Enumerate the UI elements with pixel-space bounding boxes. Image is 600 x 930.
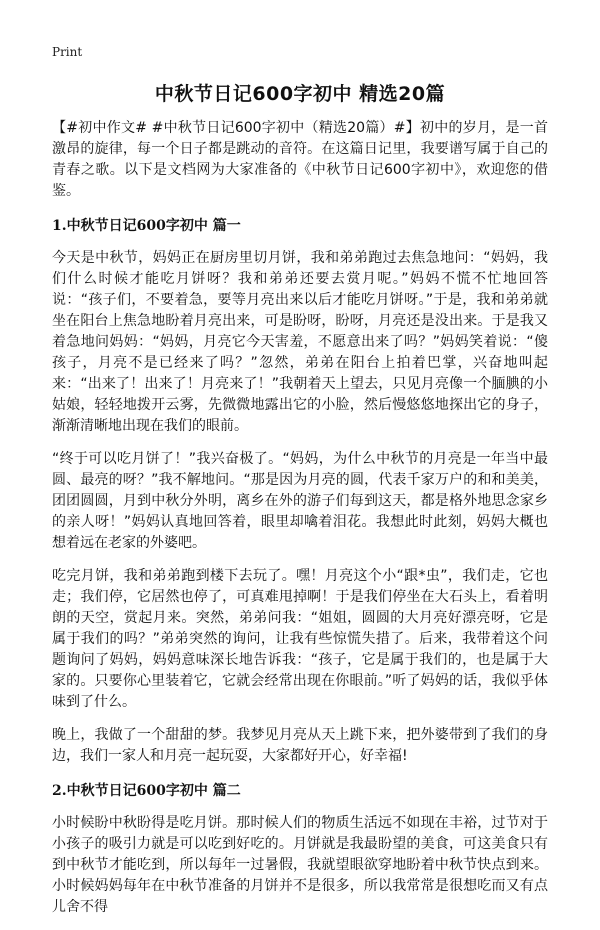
print-label: Print — [52, 45, 83, 59]
document-body — [52, 118, 548, 930]
section-heading-1: 1.中秋节日记600字初中 篇一 — [52, 218, 241, 234]
section-heading-2: 2.中秋节日记600字初中 篇二 — [52, 783, 241, 799]
section-1-paragraph-1: 今天是中秋节，妈妈正在厨房里切月饼，我和弟弟跑过去焦急地问：“妈妈，我们什么时候才能吃月饼呀？我和弟弟还要去赏月呢。”妈妈不慌不忙地回答说：“孩子们，不要着急，要等月亮出来以后才能吃月饼呀。”于是，我和弟弟就坐在阳台上焦急地盼着月亮出来，可是盼呀，盼呀，月亮还是没出来。于是我又着急地问妈妈：“妈妈，月亮它今天害羞，不愿意出来了吗？”妈妈笑着说：“傻孩子，月亮不是已经来了吗？”忽然，弟弟在阳台上拍着巴掌，兴奋地叫起来：“出来了！出来了！月亮来了！”我朝着天上望去，只见月亮像一个腼腆的小姑娘，轻轻地拨开云雾，先微微地露出它的小脸，然后慢悠悠地探出它的身子，渐渐清晰地出现在我们的眼前。 — [52, 250, 548, 434]
section-1-paragraph-3: 吃完月饼，我和弟弟跑到楼下去玩了。嘿！月亮这个小“跟*虫”，我们走，它也走；我们停，它居然也停了，可真难甩掉啊！于是我们停坐在大石头上，看着明朗的天空，赏起月来。突然，弟弟问我：“姐姐，圆圆的大月亮好漂亮呀，它是属于我们的吗？”弟弟突然的询问，让我有些惊慌失措了。后来，我带着这个问题询问了妈妈，妈妈意味深长地告诉我：“孩子，它是属于我们的，也是属于大家的。只要你心里装着它，它就会经常出现在你眼前。”听了妈妈的话，我似乎体味到了什么。 — [52, 568, 548, 710]
section-2-paragraph-1: 小时候盼中秋盼得是吃月饼。那时候人们的物质生活远不如现在丰裕，过节对于小孩子的吸引力就是可以吃到好吃的。月饼就是我最盼望的美食，可这美食只有到中秋节才能吃到，所以每年一过暑假，我就望眼欲穿地盼着中秋节快点到来。小时候妈妈每年在中秋节准备的月饼并不是很多，所以我常常是很想吃而又有点儿舍不得 — [52, 815, 548, 915]
document-title: 中秋节日记600字初中 精选20篇 — [154, 83, 446, 105]
intro-paragraph: 【#初中作文# #中秋节日记600字初中（精选20篇）#】初中的岁月，是一首激昂的旋律，每一个日子都是跳动的音符。在这篇日记里，我要谱写属于自己的青春之歌。以下是文档网为大家准备的《中秋节日记600字初中》，欢迎您的借鉴。 — [52, 120, 548, 199]
section-1-paragraph-2: “终于可以吃月饼了！”我兴奋极了。“妈妈，为什么中秋节的月亮是一年当中最圆、最亮的呀？”我不解地问。“那是因为月亮的圆，代表千家万户的和和美美，团团圆圆，月到中秋分外明，离乡在外的游子们每到这天，都是格外地思念家乡的亲人呀！”妈妈认真地回答着，眼里却噙着泪花。我想此时此刻，妈妈大概也想着远在老家的外婆吧。 — [52, 451, 548, 551]
section-1-paragraph-4: 晚上，我做了一个甜甜的梦。我梦见月亮从天上跳下来，把外婆带到了我们的身边，我们一家人和月亮一起玩耍，大家都好开心，好幸福! — [52, 727, 548, 764]
